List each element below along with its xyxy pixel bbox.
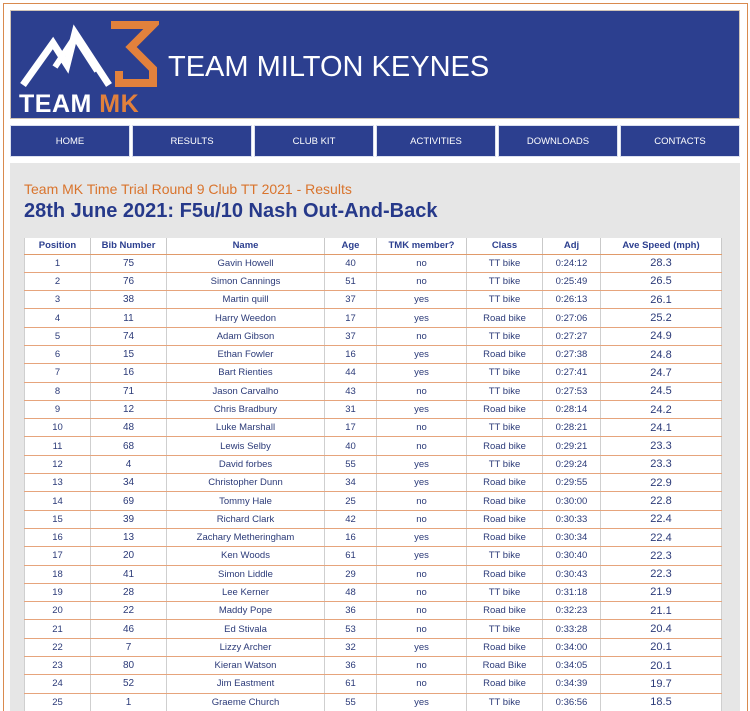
cell-name: Tommy Hale xyxy=(167,492,325,510)
cell-tmk-member: no xyxy=(377,510,467,528)
cell-position: 23 xyxy=(25,657,91,675)
cell-position: 15 xyxy=(25,510,91,528)
cell-tmk-member: no xyxy=(377,675,467,693)
cell-class: Road bike xyxy=(467,528,543,546)
cell-tmk-member: no xyxy=(377,419,467,437)
cell-ave-speed: 22.3 xyxy=(601,565,722,583)
cell-name: Luke Marshall xyxy=(167,419,325,437)
cell-adj: 0:30:33 xyxy=(543,510,601,528)
cell-adj: 0:26:13 xyxy=(543,291,601,309)
cell-position: 14 xyxy=(25,492,91,510)
cell-adj: 0:29:55 xyxy=(543,474,601,492)
cell-adj: 0:27:38 xyxy=(543,345,601,363)
cell-position: 22 xyxy=(25,638,91,656)
cell-bib-number: 7 xyxy=(91,638,167,656)
cell-adj: 0:31:18 xyxy=(543,583,601,601)
table-row xyxy=(25,437,722,455)
cell-position: 12 xyxy=(25,455,91,473)
table-header-row xyxy=(25,238,722,254)
cell-ave-speed: 22.9 xyxy=(601,474,722,492)
cell-adj: 0:25:49 xyxy=(543,272,601,290)
cell-age: 42 xyxy=(325,510,377,528)
cell-name: Ed Stivala xyxy=(167,620,325,638)
cell-adj: 0:27:41 xyxy=(543,364,601,382)
cell-bib-number: 16 xyxy=(91,364,167,382)
cell-name: Ken Woods xyxy=(167,547,325,565)
cell-age: 37 xyxy=(325,291,377,309)
cell-adj: 0:33:28 xyxy=(543,620,601,638)
cell-position: 17 xyxy=(25,547,91,565)
cell-ave-speed: 26.1 xyxy=(601,291,722,309)
nav-results[interactable]: RESULTS xyxy=(132,125,252,157)
cell-ave-speed: 25.2 xyxy=(601,309,722,327)
cell-age: 29 xyxy=(325,565,377,583)
cell-ave-speed: 18.5 xyxy=(601,693,722,711)
logo-team-text: TEAM xyxy=(19,90,92,118)
header-class: Class xyxy=(467,238,543,254)
cell-tmk-member: yes xyxy=(377,547,467,565)
cell-class: Road bike xyxy=(467,638,543,656)
cell-age: 44 xyxy=(325,364,377,382)
cell-name: Simon Liddle xyxy=(167,565,325,583)
cell-name: Kieran Watson xyxy=(167,657,325,675)
cell-name: Chris Bradbury xyxy=(167,400,325,418)
cell-bib-number: 71 xyxy=(91,382,167,400)
cell-tmk-member: no xyxy=(377,657,467,675)
cell-tmk-member: yes xyxy=(377,400,467,418)
cell-bib-number: 38 xyxy=(91,291,167,309)
nav-downloads[interactable]: DOWNLOADS xyxy=(498,125,618,157)
cell-class: Road bike xyxy=(467,675,543,693)
cell-tmk-member: no xyxy=(377,327,467,345)
cell-position: 2 xyxy=(25,272,91,290)
cell-position: 5 xyxy=(25,327,91,345)
nav-home[interactable]: HOME xyxy=(10,125,130,157)
cell-tmk-member: no xyxy=(377,620,467,638)
cell-class: TT bike xyxy=(467,419,543,437)
table-row xyxy=(25,528,722,546)
cell-class: TT bike xyxy=(467,620,543,638)
cell-name: Christopher Dunn xyxy=(167,474,325,492)
cell-bib-number: 22 xyxy=(91,602,167,620)
cell-ave-speed: 24.7 xyxy=(601,364,722,382)
table-row xyxy=(25,254,722,272)
cell-position: 1 xyxy=(25,254,91,272)
cell-ave-speed: 21.1 xyxy=(601,602,722,620)
table-row xyxy=(25,675,722,693)
cell-tmk-member: yes xyxy=(377,474,467,492)
cell-bib-number: 13 xyxy=(91,528,167,546)
cell-class: TT bike xyxy=(467,272,543,290)
cell-bib-number: 11 xyxy=(91,309,167,327)
cell-bib-number: 39 xyxy=(91,510,167,528)
header-age: Age xyxy=(325,238,377,254)
cell-bib-number: 69 xyxy=(91,492,167,510)
site-header xyxy=(10,10,740,119)
cell-name: Jason Carvalho xyxy=(167,382,325,400)
table-row xyxy=(25,327,722,345)
cell-adj: 0:30:40 xyxy=(543,547,601,565)
table-row xyxy=(25,419,722,437)
cell-ave-speed: 24.1 xyxy=(601,419,722,437)
cell-position: 21 xyxy=(25,620,91,638)
cell-age: 61 xyxy=(325,675,377,693)
cell-tmk-member: no xyxy=(377,583,467,601)
cell-adj: 0:28:21 xyxy=(543,419,601,437)
cell-tmk-member: no xyxy=(377,602,467,620)
cell-adj: 0:27:06 xyxy=(543,309,601,327)
cell-adj: 0:30:00 xyxy=(543,492,601,510)
table-row xyxy=(25,492,722,510)
cell-bib-number: 48 xyxy=(91,419,167,437)
cell-name: Zachary Metheringham xyxy=(167,528,325,546)
table-row xyxy=(25,620,722,638)
cell-adj: 0:27:53 xyxy=(543,382,601,400)
cell-adj: 0:34:39 xyxy=(543,675,601,693)
cell-ave-speed: 20.1 xyxy=(601,657,722,675)
results-table xyxy=(24,238,722,711)
cell-bib-number: 1 xyxy=(91,693,167,711)
cell-tmk-member: yes xyxy=(377,528,467,546)
cell-position: 8 xyxy=(25,382,91,400)
cell-tmk-member: yes xyxy=(377,364,467,382)
cell-name: David forbes xyxy=(167,455,325,473)
table-row xyxy=(25,455,722,473)
cell-class: Road bike xyxy=(467,309,543,327)
cell-name: Richard Clark xyxy=(167,510,325,528)
cell-tmk-member: no xyxy=(377,565,467,583)
cell-class: TT bike xyxy=(467,291,543,309)
cell-class: TT bike xyxy=(467,583,543,601)
table-row xyxy=(25,583,722,601)
logo-wordmark xyxy=(19,90,139,118)
cell-tmk-member: yes xyxy=(377,693,467,711)
cell-name: Ethan Fowler xyxy=(167,345,325,363)
cell-age: 48 xyxy=(325,583,377,601)
cell-name: Harry Weedon xyxy=(167,309,325,327)
cell-ave-speed: 26.5 xyxy=(601,272,722,290)
cell-age: 34 xyxy=(325,474,377,492)
cell-bib-number: 80 xyxy=(91,657,167,675)
cell-ave-speed: 20.1 xyxy=(601,638,722,656)
cell-position: 18 xyxy=(25,565,91,583)
cell-bib-number: 68 xyxy=(91,437,167,455)
cell-tmk-member: no xyxy=(377,382,467,400)
cell-tmk-member: no xyxy=(377,437,467,455)
cell-age: 16 xyxy=(325,528,377,546)
cell-age: 36 xyxy=(325,657,377,675)
cell-tmk-member: no xyxy=(377,272,467,290)
cell-class: TT bike xyxy=(467,327,543,345)
cell-age: 43 xyxy=(325,382,377,400)
cell-age: 25 xyxy=(325,492,377,510)
table-row xyxy=(25,638,722,656)
cell-name: Jim Eastment xyxy=(167,675,325,693)
cell-bib-number: 12 xyxy=(91,400,167,418)
cell-age: 55 xyxy=(325,693,377,711)
table-row xyxy=(25,547,722,565)
cell-class: Road bike xyxy=(467,602,543,620)
cell-ave-speed: 22.8 xyxy=(601,492,722,510)
cell-adj: 0:24:12 xyxy=(543,254,601,272)
cell-class: Road bike xyxy=(467,565,543,583)
cell-bib-number: 41 xyxy=(91,565,167,583)
cell-position: 4 xyxy=(25,309,91,327)
cell-class: TT bike xyxy=(467,254,543,272)
cell-bib-number: 34 xyxy=(91,474,167,492)
cell-position: 13 xyxy=(25,474,91,492)
header-adj: Adj xyxy=(543,238,601,254)
cell-ave-speed: 19.7 xyxy=(601,675,722,693)
cell-position: 16 xyxy=(25,528,91,546)
cell-position: 7 xyxy=(25,364,91,382)
cell-age: 61 xyxy=(325,547,377,565)
cell-adj: 0:34:00 xyxy=(543,638,601,656)
nav-club-kit[interactable]: CLUB KIT xyxy=(254,125,374,157)
cell-position: 10 xyxy=(25,419,91,437)
header-bib-number: Bib Number xyxy=(91,238,167,254)
cell-tmk-member: no xyxy=(377,254,467,272)
table-row xyxy=(25,309,722,327)
table-row xyxy=(25,693,722,711)
cell-bib-number: 75 xyxy=(91,254,167,272)
cell-adj: 0:29:21 xyxy=(543,437,601,455)
cell-age: 31 xyxy=(325,400,377,418)
table-row xyxy=(25,272,722,290)
main-nav xyxy=(10,125,740,157)
cell-bib-number: 20 xyxy=(91,547,167,565)
table-row xyxy=(25,382,722,400)
cell-class: Road bike xyxy=(467,345,543,363)
cell-ave-speed: 24.9 xyxy=(601,327,722,345)
site-title: TEAM MILTON KEYNES xyxy=(168,51,490,83)
cell-tmk-member: yes xyxy=(377,455,467,473)
cell-name: Bart Rienties xyxy=(167,364,325,382)
cell-position: 6 xyxy=(25,345,91,363)
cell-ave-speed: 22.4 xyxy=(601,528,722,546)
cell-age: 16 xyxy=(325,345,377,363)
cell-ave-speed: 24.8 xyxy=(601,345,722,363)
cell-class: Road bike xyxy=(467,510,543,528)
cell-class: Road bike xyxy=(467,492,543,510)
cell-bib-number: 4 xyxy=(91,455,167,473)
cell-ave-speed: 24.2 xyxy=(601,400,722,418)
cell-tmk-member: no xyxy=(377,492,467,510)
table-row xyxy=(25,510,722,528)
cell-adj: 0:27:27 xyxy=(543,327,601,345)
cell-name: Lee Kerner xyxy=(167,583,325,601)
cell-position: 19 xyxy=(25,583,91,601)
cell-tmk-member: yes xyxy=(377,309,467,327)
table-row xyxy=(25,657,722,675)
cell-position: 24 xyxy=(25,675,91,693)
cell-adj: 0:32:23 xyxy=(543,602,601,620)
cell-bib-number: 52 xyxy=(91,675,167,693)
cell-position: 25 xyxy=(25,693,91,711)
header-position: Position xyxy=(25,238,91,254)
page-subtitle: Team MK Time Trial Round 9 Club TT 2021 - Results xyxy=(24,181,352,197)
cell-name: Maddy Pope xyxy=(167,602,325,620)
table-row xyxy=(25,565,722,583)
cell-class: TT bike xyxy=(467,455,543,473)
cell-bib-number: 76 xyxy=(91,272,167,290)
cell-adj: 0:36:56 xyxy=(543,693,601,711)
cell-age: 17 xyxy=(325,309,377,327)
cell-name: Graeme Church xyxy=(167,693,325,711)
cell-ave-speed: 21.9 xyxy=(601,583,722,601)
cell-bib-number: 15 xyxy=(91,345,167,363)
table-row xyxy=(25,400,722,418)
cell-class: TT bike xyxy=(467,382,543,400)
cell-name: Simon Cannings xyxy=(167,272,325,290)
cell-adj: 0:30:34 xyxy=(543,528,601,546)
logo-mk-text: MK xyxy=(99,90,140,118)
cell-position: 9 xyxy=(25,400,91,418)
table-row xyxy=(25,364,722,382)
table-row xyxy=(25,345,722,363)
cell-class: Road bike xyxy=(467,474,543,492)
cell-age: 17 xyxy=(325,419,377,437)
cell-adj: 0:34:05 xyxy=(543,657,601,675)
cell-age: 40 xyxy=(325,437,377,455)
header-ave-speed: Ave Speed (mph) xyxy=(601,238,722,254)
header-tmk-member: TMK member? xyxy=(377,238,467,254)
cell-tmk-member: yes xyxy=(377,345,467,363)
cell-age: 40 xyxy=(325,254,377,272)
cell-age: 51 xyxy=(325,272,377,290)
page-title: 28th June 2021: F5u/10 Nash Out-And-Back xyxy=(24,200,438,222)
cell-tmk-member: yes xyxy=(377,638,467,656)
nav-activities[interactable]: ACTIVITIES xyxy=(376,125,496,157)
cell-bib-number: 46 xyxy=(91,620,167,638)
cell-ave-speed: 22.4 xyxy=(601,510,722,528)
cell-ave-speed: 23.3 xyxy=(601,455,722,473)
cell-class: TT bike xyxy=(467,693,543,711)
cell-age: 55 xyxy=(325,455,377,473)
cell-ave-speed: 23.3 xyxy=(601,437,722,455)
cell-bib-number: 28 xyxy=(91,583,167,601)
cell-age: 37 xyxy=(325,327,377,345)
cell-adj: 0:28:14 xyxy=(543,400,601,418)
cell-class: TT bike xyxy=(467,364,543,382)
cell-name: Adam Gibson xyxy=(167,327,325,345)
cell-name: Lewis Selby xyxy=(167,437,325,455)
results-body xyxy=(25,254,722,711)
cell-name: Martin quill xyxy=(167,291,325,309)
header-name: Name xyxy=(167,238,325,254)
cell-class: Road bike xyxy=(467,437,543,455)
nav-contacts[interactable]: CONTACTS xyxy=(620,125,740,157)
cell-position: 3 xyxy=(25,291,91,309)
cell-tmk-member: yes xyxy=(377,291,467,309)
table-row xyxy=(25,602,722,620)
cell-class: Road Bike xyxy=(467,657,543,675)
cell-age: 32 xyxy=(325,638,377,656)
table-row xyxy=(25,291,722,309)
cell-position: 11 xyxy=(25,437,91,455)
cell-name: Gavin Howell xyxy=(167,254,325,272)
cell-ave-speed: 28.3 xyxy=(601,254,722,272)
cell-age: 36 xyxy=(325,602,377,620)
table-row xyxy=(25,474,722,492)
cell-class: TT bike xyxy=(467,547,543,565)
cell-bib-number: 74 xyxy=(91,327,167,345)
cell-ave-speed: 20.4 xyxy=(601,620,722,638)
cell-ave-speed: 24.5 xyxy=(601,382,722,400)
cell-adj: 0:29:24 xyxy=(543,455,601,473)
cell-ave-speed: 22.3 xyxy=(601,547,722,565)
content-area xyxy=(10,163,740,711)
cell-adj: 0:30:43 xyxy=(543,565,601,583)
cell-position: 20 xyxy=(25,602,91,620)
cell-age: 53 xyxy=(325,620,377,638)
cell-class: Road bike xyxy=(467,400,543,418)
cell-name: Lizzy Archer xyxy=(167,638,325,656)
